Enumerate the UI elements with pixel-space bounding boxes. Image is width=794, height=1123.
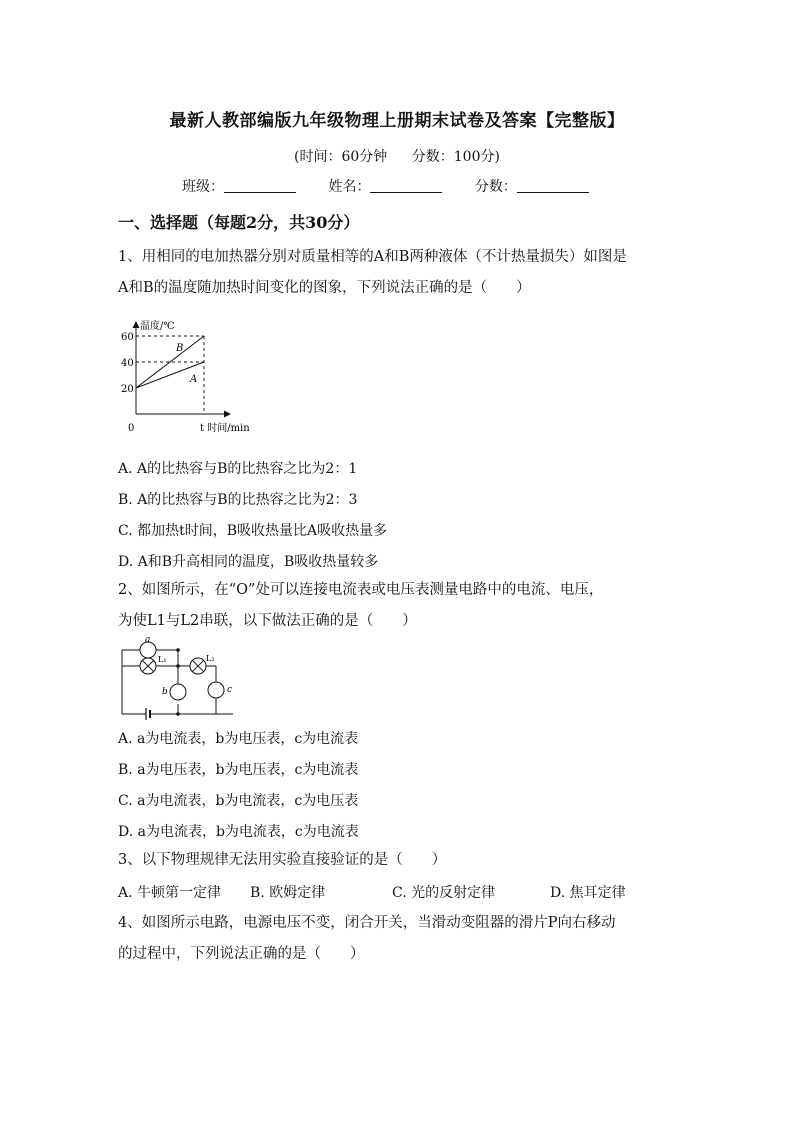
tick-20: 20 bbox=[121, 384, 134, 395]
score-label: 分数： bbox=[474, 179, 517, 195]
meter-a-label: a bbox=[145, 636, 151, 645]
tick-40: 40 bbox=[121, 358, 134, 369]
q3-option-d[interactable]: D. 焦耳定律 bbox=[550, 885, 626, 901]
score-blank[interactable] bbox=[517, 178, 589, 193]
question-4-line2: 的过程中，下列说法正确的是（ ） bbox=[118, 946, 365, 962]
q1-option-a[interactable]: A. A的比热容与B的比热容之比为2：1 bbox=[118, 461, 358, 477]
q2-option-d[interactable]: D. a为电流表，b为电流表，c为电流表 bbox=[118, 824, 359, 840]
exam-info bbox=[0, 146, 794, 166]
question-2-line2: 为使L1与L2串联，以下做法正确的是（ ） bbox=[118, 613, 417, 629]
question-1-line1: 1、用相同的电加热器分别对质量相等的A和B两种液体（不计热量损失）如图是 bbox=[118, 249, 627, 265]
q1-option-d[interactable]: D. A和B升高相同的温度，B吸收热量较多 bbox=[118, 554, 379, 570]
meter-c-label: c bbox=[227, 685, 233, 695]
x-axis-label: t 时间/min bbox=[200, 423, 250, 434]
exam-score: 分数：100分) bbox=[411, 149, 500, 165]
question-2 bbox=[118, 575, 603, 637]
q3-option-c[interactable]: C. 光的反射定律 bbox=[392, 885, 496, 901]
student-info bbox=[182, 176, 617, 196]
name-label: 姓名： bbox=[328, 179, 371, 195]
section-heading: 一、选择题（每题2分，共30分） bbox=[118, 213, 360, 232]
question-4-line1: 4、如图所示电路，电源电压不变，闭合开关，当滑动变阻器的滑片P向右移动 bbox=[118, 915, 616, 931]
page-title: 最新人教部编版九年级物理上册期末试卷及答案【完整版】 bbox=[169, 111, 625, 131]
question-3: 3、以下物理规律无法用实验直接验证的是（ ） bbox=[118, 852, 447, 868]
lamp-l2-label: L₂ bbox=[206, 654, 215, 663]
question-1-line2: A和B的温度随加热时间变化的图象，下列说法正确的是（ ） bbox=[118, 280, 531, 296]
q2-option-b[interactable]: B. a为电压表，b为电压表，c为电流表 bbox=[118, 762, 359, 778]
meter-c bbox=[208, 682, 224, 698]
tick-0: 0 bbox=[128, 423, 135, 434]
q2-option-c[interactable]: C. a为电流表，b为电流表，c为电压表 bbox=[118, 793, 359, 809]
y-axis-label: 温度/℃ bbox=[140, 321, 175, 332]
question-1 bbox=[118, 242, 627, 304]
tick-60: 60 bbox=[121, 332, 134, 343]
q1-option-b[interactable]: B. A的比热容与B的比热容之比为2：3 bbox=[118, 492, 358, 508]
lamp-l1-label: L₁ bbox=[158, 655, 167, 664]
q3-option-a[interactable]: A. 牛顿第一定律 bbox=[118, 885, 222, 901]
question-4 bbox=[118, 908, 615, 970]
name-blank[interactable] bbox=[370, 178, 442, 193]
class-label: 班级： bbox=[182, 179, 224, 195]
class-blank[interactable] bbox=[224, 178, 296, 193]
label-a: A bbox=[190, 374, 198, 385]
q2-option-a[interactable]: A. a为电流表，b为电压表，c为电流表 bbox=[118, 731, 359, 747]
q1-option-c[interactable]: C. 都加热t时间，B吸收热量比A吸收热量多 bbox=[118, 523, 388, 539]
temperature-time-graph bbox=[118, 316, 268, 438]
label-b: B bbox=[176, 343, 184, 354]
q3-option-b[interactable]: B. 欧姆定律 bbox=[250, 885, 326, 901]
circuit-diagram bbox=[118, 636, 246, 720]
meter-b bbox=[170, 684, 186, 700]
question-2-line1: 2、如图所示，在“O”处可以连接电流表或电压表测量电路中的电流、电压， bbox=[118, 582, 604, 598]
meter-b-label: b bbox=[162, 687, 168, 697]
exam-time: (时间：60分钟 bbox=[294, 149, 388, 165]
